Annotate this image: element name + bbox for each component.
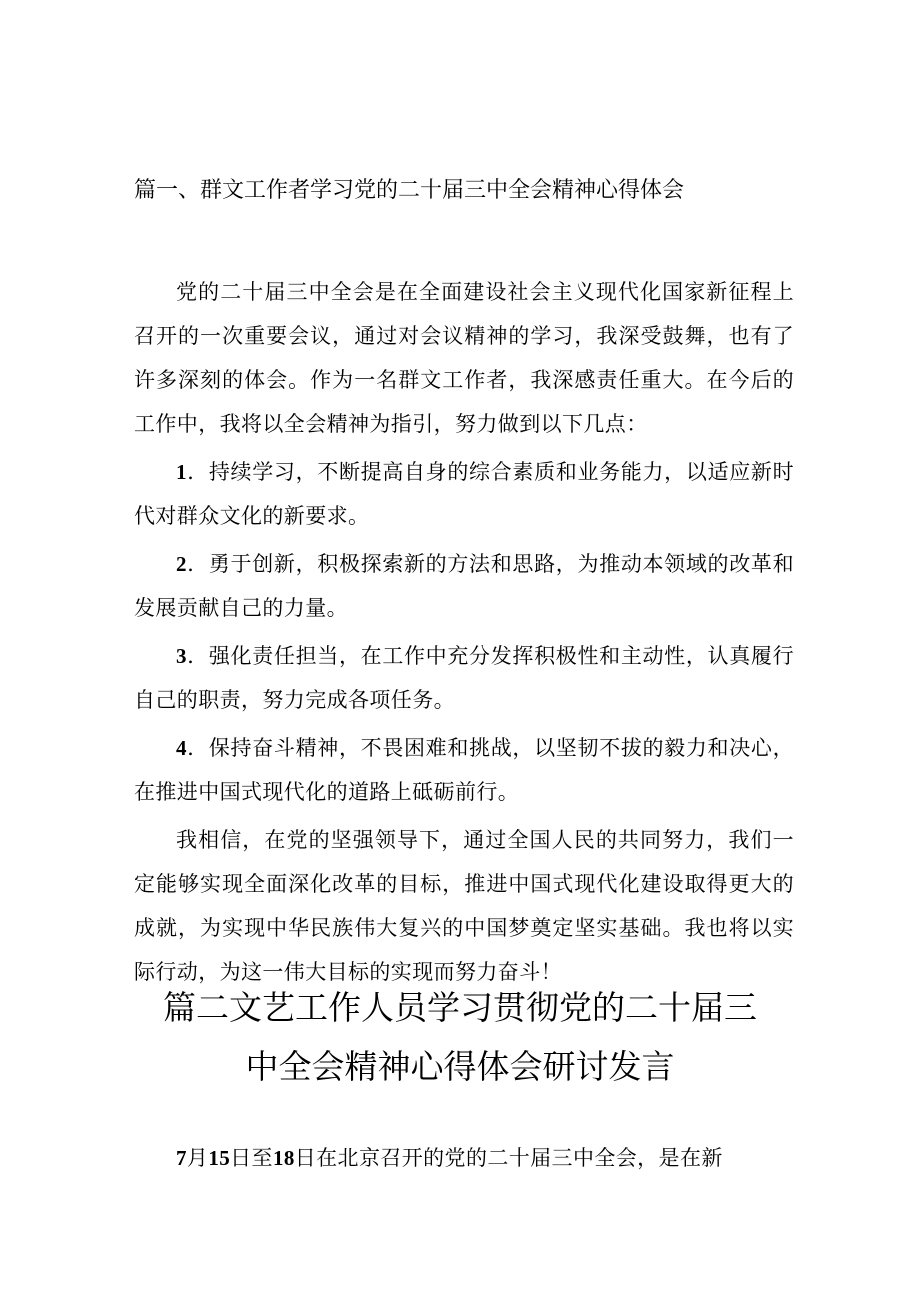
item-text: ．强化责任担当，在工作中充分发挥积极性和主动性，认真履行自己的职责，努力完成各项任务。 xyxy=(134,644,794,712)
opening-text-a: 月 xyxy=(186,1146,209,1170)
section1-intro xyxy=(134,270,794,446)
item-number: 4 xyxy=(176,736,187,760)
date-month: 7 xyxy=(176,1146,187,1170)
section1-title: 篇一、群文工作者学习党的二十届三中全会精神心得体会 xyxy=(134,178,685,203)
date-day-start: 15 xyxy=(208,1146,231,1170)
list-item xyxy=(134,726,794,814)
section1-closing: 我相信，在党的坚强领导下，通过全国人民的共同努力，我们一定能够实现全面深化改革的目标，推进中国式现代化建设取得更大的成就，为实现中华民族伟大复兴的中国梦奠定坚实基础。我也将以实际行动，为这一伟大目标的实现而努力奋斗！ xyxy=(134,828,794,984)
section2-title-line2: 中全会精神心得体会研讨发言 xyxy=(245,1047,675,1086)
section2-title xyxy=(0,978,920,1096)
intro-line: 党的二十届三中全会是在全面建设社会主义现代化国家新征 xyxy=(176,280,751,304)
section2-opening xyxy=(134,1136,794,1180)
intro-line: 也有了许多深刻的体会。作为一名群文工作者，我深感责任重大。 xyxy=(134,324,794,392)
section2-body xyxy=(134,1136,794,1180)
section2-title-line1: 篇二文艺工作人员学习贯彻党的二十届三 xyxy=(163,988,757,1027)
section1-body xyxy=(134,270,794,994)
opening-text-b: 日至 xyxy=(230,1146,273,1170)
list-item xyxy=(134,634,794,722)
item-number: 3 xyxy=(176,644,187,668)
intro-line: 在今后的工作中，我将以全会精神为指引，努力做到以下几点： xyxy=(134,368,794,436)
item-text: ．保持奋斗精神，不畏困难和挑战，以坚韧不拔的毅力和决心，在推进中国式现代化的道路上砥砺前行。 xyxy=(134,736,794,804)
item-number: 1 xyxy=(176,460,187,484)
item-number: 2 xyxy=(176,552,187,576)
list-item xyxy=(134,450,794,538)
list-item xyxy=(134,542,794,630)
item-text: ．持续学习，不断提高自身的综合素质和业务能力，以适应新时代对群众文化的新要求。 xyxy=(134,460,794,528)
date-day-end: 18 xyxy=(272,1146,295,1170)
intro-line: 程上召开的一次重要会议，通过对会议精神的学习，我深受鼓舞， xyxy=(134,280,794,348)
opening-text-c: 日在北京召开的党的二十届三中全会，是在新 xyxy=(294,1146,723,1170)
item-text: ．勇于创新，积极探索新的方法和思路，为推动本领域的改革和发展贡献自己的力量。 xyxy=(134,552,794,620)
